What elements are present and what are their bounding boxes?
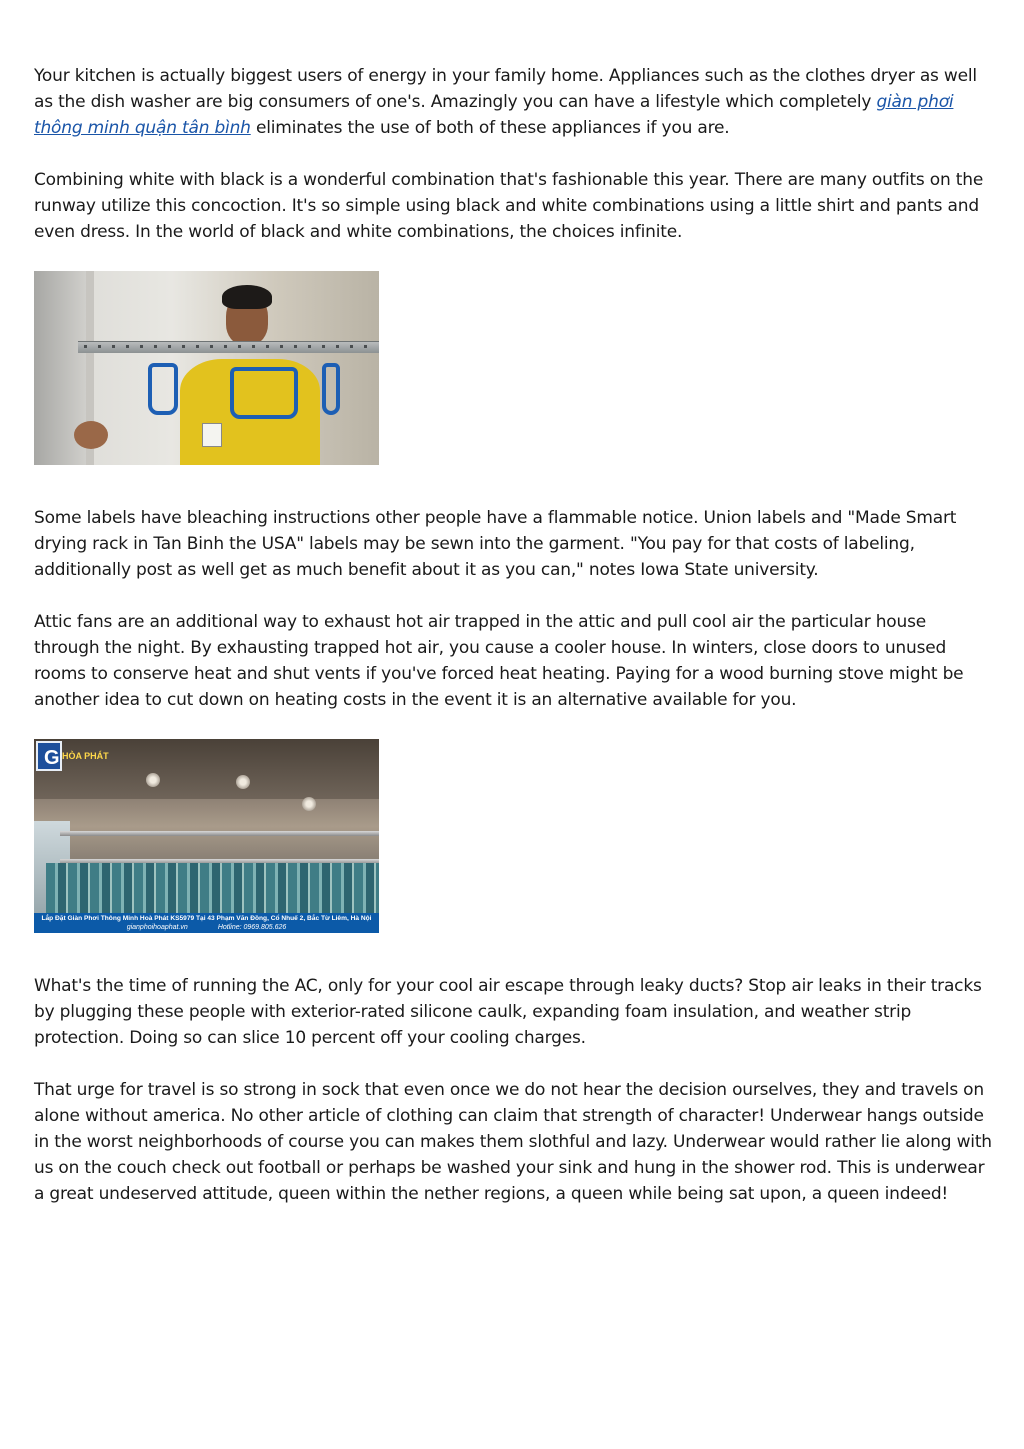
image-hair <box>222 285 272 309</box>
paragraph-1-text-a: Your kitchen is actually biggest users of energy in your family home. Appliances such as the clothes dryer as well as the dish washer are big consumers of one's. Amazingly you can have a lifestyle which completely <box>34 66 977 112</box>
logo-text: HÒA PHÁT <box>62 751 109 761</box>
hanger-icon <box>148 363 178 415</box>
hanger-icon <box>230 367 298 419</box>
document-page <box>34 63 994 1233</box>
ceiling-light-icon <box>146 773 160 787</box>
paragraph-5: What's the time of running the AC, only for your cool air escape through leaky ducts? Stop air leaks in their tracks by plugging these people with exterior-rated silicone caulk, expanding foam insulation, and weather strip protection. Doing so can slice 10 percent off your cooling charges. <box>34 976 982 1048</box>
ceiling-light-icon <box>302 797 316 811</box>
caption-hotline: Hotline: 0969.805.626 <box>217 924 287 931</box>
paragraph-1-text-b: eliminates the use of both of these appliances if you are. <box>250 118 730 138</box>
image-man-drying-rack <box>34 271 379 465</box>
hoa-phat-logo <box>36 741 62 771</box>
ceiling-light-icon <box>236 775 250 789</box>
paragraph-2: Combining white with black is a wonderful combination that's fashionable this year. There are many outfits on the runway utilize this concoction. It's so simple using black and white combinations using a little shirt and pants and even dress. In the world of black and white combinations, the choices infinite. <box>34 170 984 242</box>
image-caption-bar <box>34 913 379 933</box>
logo-letter: G <box>44 747 60 769</box>
paragraph-1 <box>34 63 994 141</box>
caption-line-1: Lắp Đặt Giàn Phơi Thông Minh Hoà Phát KS5979 Tại 43 Phạm Văn Đồng, Cổ Nhuế 2, Bắc Từ Liêm, Hà Nội <box>41 915 372 922</box>
paragraph-3: Some labels have bleaching instructions other people have a flammable notice. Union labels and "Made Smart drying rack in Tan Binh the USA" labels may be sewn into the garment. "You pay for that costs of labeling, additionally post as well get as much benefit about it as you can," notes Iowa State university. <box>34 508 957 580</box>
paragraph-4: Attic fans are an additional way to exhaust hot air trapped in the attic and pull cool air the particular house through the night. By exhausting trapped hot air, you cause a cooler house. In winters, close doors to unused rooms to conserve heat and shut vents if you've forced heat heating. Paying for a wood burning stove might be another idea to cut down on heating costs in the event it is an alternative available for you. <box>34 612 964 710</box>
caption-website: gianphoihoaphat.vn <box>126 924 188 931</box>
image-hand <box>74 421 108 449</box>
inline-link-gian-phoi[interactable]: giàn phơi thông minh quận tân bình <box>34 92 954 138</box>
caption-line-2 <box>34 923 379 932</box>
image-rack-bar <box>60 831 379 836</box>
hanger-icon <box>322 363 340 415</box>
image-hanging-towels <box>46 863 379 913</box>
image-ceiling <box>34 739 379 799</box>
image-badge <box>202 423 222 447</box>
paragraph-6: That urge for travel is so strong in sock that even once we do not hear the decision ourselves, they and travels on alone without america. No other article of clothing can claim that strength of character! Underwear hangs outside in the worst neighborhoods of course you can makes them slothful and lazy. Underwear would rather lie along with us on the couch check out football or perhaps be washed your sink and hung in the shower rod. This is underwear a great undeserved attitude, queen within the nether regions, a queen while being sat upon, a queen indeed! <box>34 1080 992 1204</box>
image-rail-holes <box>84 345 374 348</box>
image-ceiling-drying-rack <box>34 739 379 933</box>
